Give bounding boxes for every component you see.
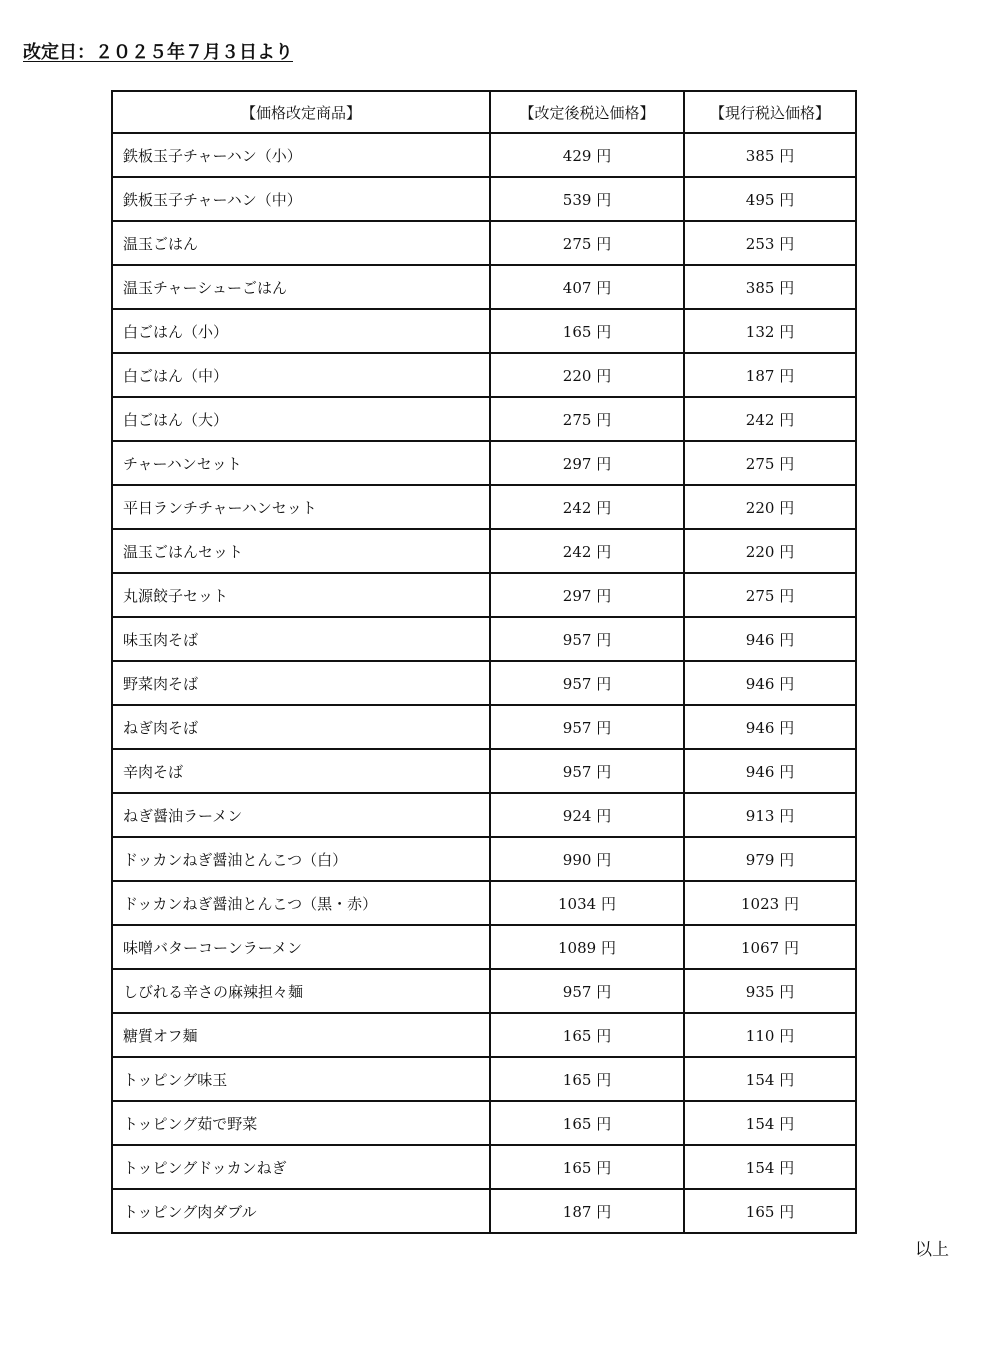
current-price-cell: 165 円	[684, 1189, 856, 1233]
price-revision-table	[111, 90, 857, 1234]
current-price-cell: 913 円	[684, 793, 856, 837]
new-price-cell: 1034 円	[490, 881, 684, 925]
new-price-cell: 220 円	[490, 353, 684, 397]
item-name-cell: 温玉チャーシューごはん	[112, 265, 490, 309]
footer-note: 以上	[915, 1240, 949, 1260]
new-price-cell: 539 円	[490, 177, 684, 221]
item-name-cell: 温玉ごはん	[112, 221, 490, 265]
current-price-cell: 154 円	[684, 1057, 856, 1101]
new-price-cell: 297 円	[490, 441, 684, 485]
new-price-cell: 165 円	[490, 309, 684, 353]
new-price-cell: 275 円	[490, 221, 684, 265]
table-row	[112, 617, 856, 661]
current-price-cell: 946 円	[684, 749, 856, 793]
table-row	[112, 1013, 856, 1057]
new-price-cell: 990 円	[490, 837, 684, 881]
table-row	[112, 1189, 856, 1233]
table-row	[112, 353, 856, 397]
item-name-cell: 味噌バターコーンラーメン	[112, 925, 490, 969]
item-name-cell: 丸源餃子セット	[112, 573, 490, 617]
table-row	[112, 1057, 856, 1101]
new-price-cell: 957 円	[490, 969, 684, 1013]
current-price-cell: 154 円	[684, 1145, 856, 1189]
current-price-cell: 220 円	[684, 529, 856, 573]
new-price-cell: 924 円	[490, 793, 684, 837]
item-name-cell: 白ごはん（大）	[112, 397, 490, 441]
table-row	[112, 881, 856, 925]
item-name-cell: チャーハンセット	[112, 441, 490, 485]
item-name-cell: 辛肉そば	[112, 749, 490, 793]
new-price-cell: 429 円	[490, 133, 684, 177]
item-name-cell: ドッカンねぎ醤油とんこつ（黒・赤）	[112, 881, 490, 925]
current-price-cell: 946 円	[684, 661, 856, 705]
header-current-price: 【現行税込価格】	[684, 91, 856, 133]
table-row	[112, 793, 856, 837]
current-price-cell: 979 円	[684, 837, 856, 881]
current-price-cell: 385 円	[684, 133, 856, 177]
item-name-cell: 鉄板玉子チャーハン（中）	[112, 177, 490, 221]
item-name-cell: ねぎ肉そば	[112, 705, 490, 749]
current-price-cell: 187 円	[684, 353, 856, 397]
revision-date-heading: 改定日：２０２５年７月３日より	[23, 42, 293, 63]
table-row	[112, 837, 856, 881]
table-row	[112, 529, 856, 573]
table-row	[112, 265, 856, 309]
table-row	[112, 573, 856, 617]
current-price-cell: 935 円	[684, 969, 856, 1013]
table-row	[112, 925, 856, 969]
table-row	[112, 1145, 856, 1189]
item-name-cell: トッピング味玉	[112, 1057, 490, 1101]
table-row	[112, 705, 856, 749]
header-item: 【価格改定商品】	[112, 91, 490, 133]
item-name-cell: 平日ランチチャーハンセット	[112, 485, 490, 529]
table-body	[112, 133, 856, 1233]
item-name-cell: トッピング茹で野菜	[112, 1101, 490, 1145]
table-row	[112, 309, 856, 353]
table-row	[112, 1101, 856, 1145]
table-row	[112, 397, 856, 441]
new-price-cell: 242 円	[490, 485, 684, 529]
item-name-cell: 味玉肉そば	[112, 617, 490, 661]
new-price-cell: 242 円	[490, 529, 684, 573]
current-price-cell: 275 円	[684, 573, 856, 617]
current-price-cell: 253 円	[684, 221, 856, 265]
current-price-cell: 110 円	[684, 1013, 856, 1057]
current-price-cell: 154 円	[684, 1101, 856, 1145]
current-price-cell: 946 円	[684, 705, 856, 749]
item-name-cell: ドッカンねぎ醤油とんこつ（白）	[112, 837, 490, 881]
current-price-cell: 495 円	[684, 177, 856, 221]
table-header-row	[112, 91, 856, 133]
item-name-cell: 糖質オフ麺	[112, 1013, 490, 1057]
table-row	[112, 969, 856, 1013]
new-price-cell: 297 円	[490, 573, 684, 617]
item-name-cell: 白ごはん（小）	[112, 309, 490, 353]
new-price-cell: 165 円	[490, 1013, 684, 1057]
new-price-cell: 1089 円	[490, 925, 684, 969]
table-row	[112, 177, 856, 221]
current-price-cell: 275 円	[684, 441, 856, 485]
new-price-cell: 165 円	[490, 1145, 684, 1189]
item-name-cell: トッピング肉ダブル	[112, 1189, 490, 1233]
new-price-cell: 165 円	[490, 1101, 684, 1145]
item-name-cell: トッピングドッカンねぎ	[112, 1145, 490, 1189]
item-name-cell: しびれる辛さの麻辣担々麺	[112, 969, 490, 1013]
new-price-cell: 165 円	[490, 1057, 684, 1101]
table-row	[112, 133, 856, 177]
item-name-cell: ねぎ醤油ラーメン	[112, 793, 490, 837]
current-price-cell: 946 円	[684, 617, 856, 661]
new-price-cell: 187 円	[490, 1189, 684, 1233]
table-row	[112, 221, 856, 265]
current-price-cell: 242 円	[684, 397, 856, 441]
item-name-cell: 白ごはん（中）	[112, 353, 490, 397]
item-name-cell: 温玉ごはんセット	[112, 529, 490, 573]
current-price-cell: 385 円	[684, 265, 856, 309]
current-price-cell: 132 円	[684, 309, 856, 353]
table-row	[112, 661, 856, 705]
current-price-cell: 1023 円	[684, 881, 856, 925]
current-price-cell: 220 円	[684, 485, 856, 529]
new-price-cell: 957 円	[490, 617, 684, 661]
new-price-cell: 957 円	[490, 661, 684, 705]
new-price-cell: 407 円	[490, 265, 684, 309]
new-price-cell: 957 円	[490, 749, 684, 793]
new-price-cell: 957 円	[490, 705, 684, 749]
header-new-price: 【改定後税込価格】	[490, 91, 684, 133]
table-row	[112, 749, 856, 793]
item-name-cell: 野菜肉そば	[112, 661, 490, 705]
item-name-cell: 鉄板玉子チャーハン（小）	[112, 133, 490, 177]
table-row	[112, 441, 856, 485]
new-price-cell: 275 円	[490, 397, 684, 441]
current-price-cell: 1067 円	[684, 925, 856, 969]
table-row	[112, 485, 856, 529]
